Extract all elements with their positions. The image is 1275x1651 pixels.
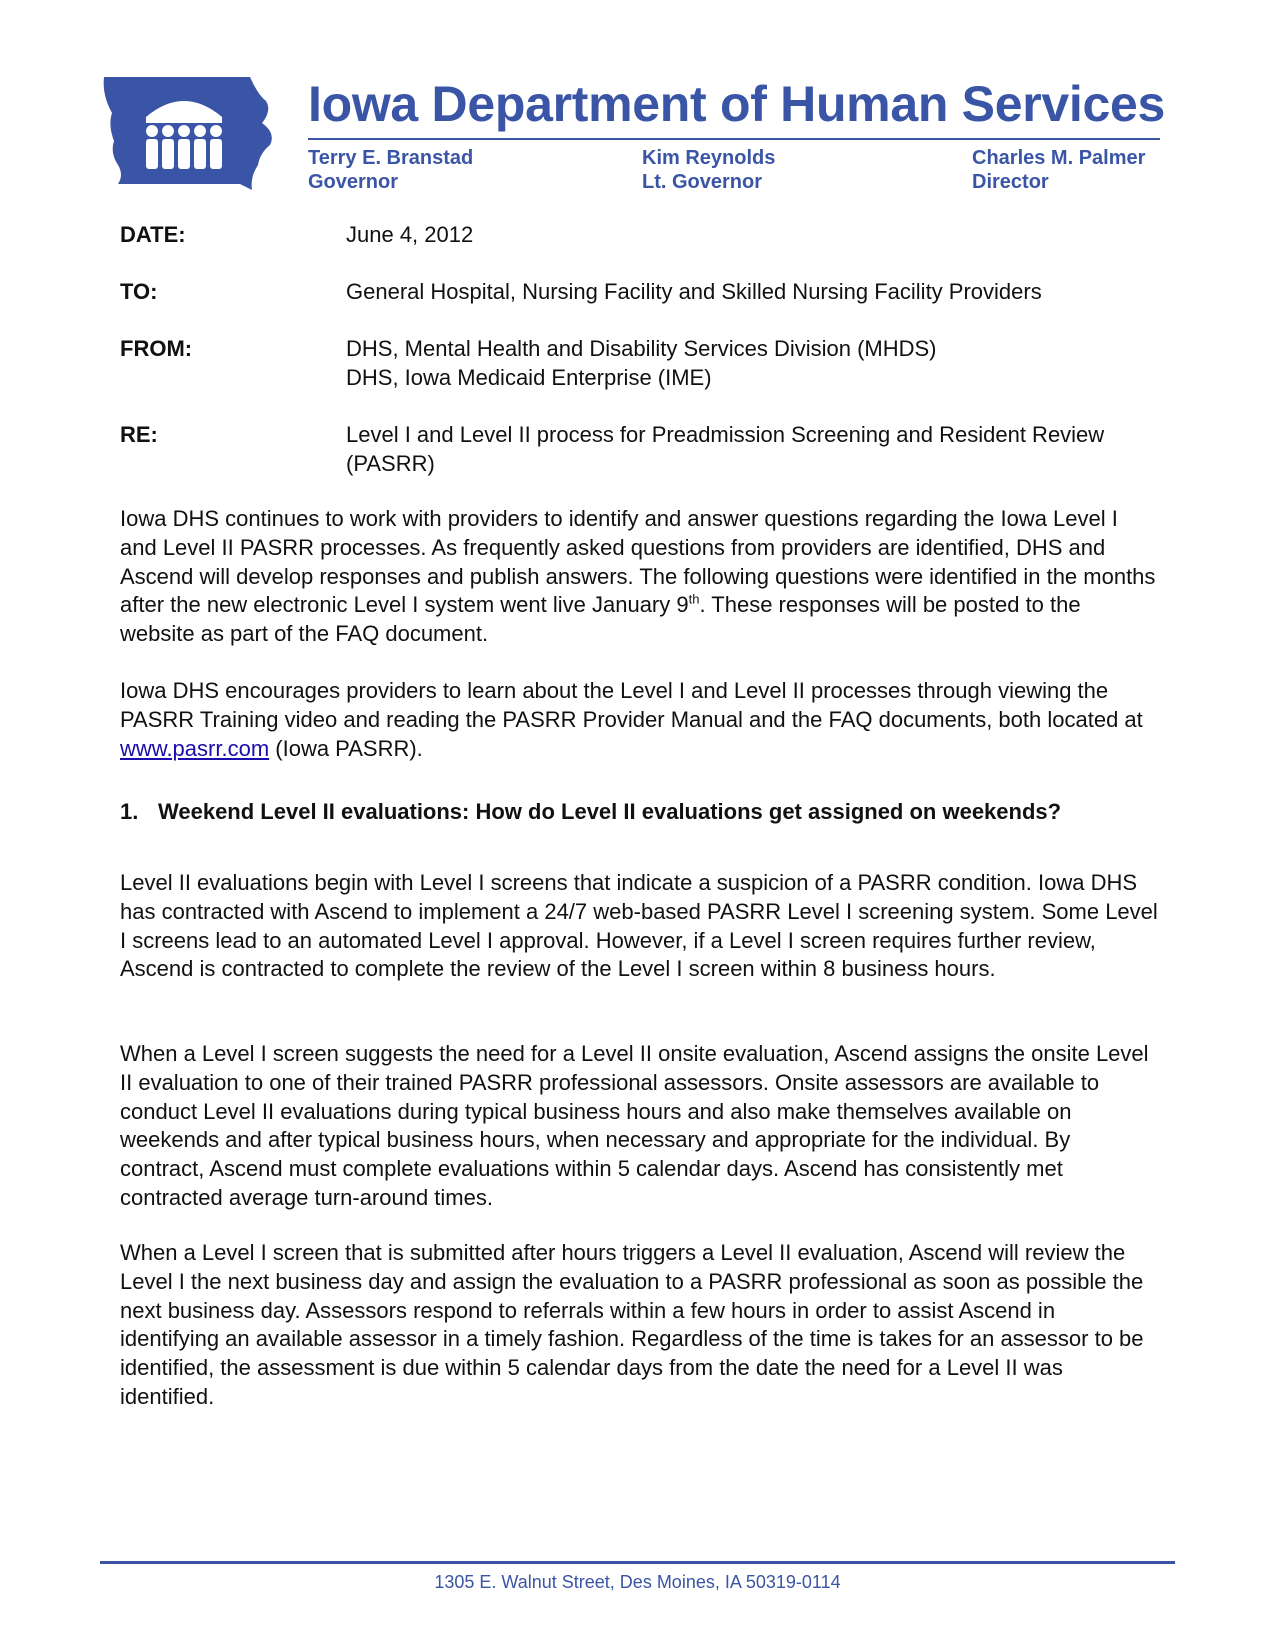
question-heading: Weekend Level II evaluations: How do Level II evaluations get assigned on weekends? (158, 799, 1062, 824)
intro-text: Iowa DHS continues to work with providers to identify and answer questions regarding the Iowa Level I and Level II PASRR processes. As frequently asked questions from providers are identified, DHS and Ascend will develop responses and publish answers. The following questions were identified in the months after the new electronic Level I system went live January 9 (120, 506, 1156, 618)
org-title: Iowa Department of Human Services (308, 76, 1166, 132)
memo-re-value: Level I and Level II process for Preadmission Screening and Resident Review (PASRR) (346, 422, 1105, 476)
officer-director (972, 146, 1145, 194)
ordinal-suffix: th (688, 592, 700, 608)
officer-lt-governor (642, 146, 775, 194)
intro-text: . These responses will be posted to the website as part of the FAQ document. (120, 592, 1081, 647)
officer-name: Kim Reynolds (642, 147, 776, 169)
officer-governor (308, 146, 473, 194)
question-number: 1. (120, 799, 139, 824)
answer-paragraph-2: When a Level I screen suggests the need for a Level II onsite evaluation, Ascend assigns the onsite Level II evaluation to one of their trained PASRR professional assessors. Onsite assessors are available to conduct Level II evaluations during typical business hours and also make themselves available on weekends and after typical business hours, when necessary and appropriate for the individual. By contract, Ascend must complete evaluations within 5 calendar days. Ascend has consistently met contracted average turn-around times. (120, 1041, 1149, 1210)
memo-from-value (346, 334, 1146, 392)
memo-from-line: DHS, Mental Health and Disability Services Division (MHDS) (346, 336, 937, 361)
title-divider (308, 138, 1160, 140)
memo-date-value: June 4, 2012 (346, 222, 474, 247)
memo-re-label: RE: (120, 422, 158, 447)
officer-name: Charles M. Palmer (972, 147, 1146, 169)
officer-title: Lt. Governor (642, 171, 763, 193)
officer-title: Director (972, 171, 1049, 193)
memo-from-label: FROM: (120, 336, 193, 361)
iowa-state-people-logo-icon (100, 73, 280, 193)
footer-divider (100, 1561, 1175, 1564)
memo-to-value: General Hospital, Nursing Facility and Skilled Nursing Facility Providers (346, 279, 1042, 304)
memo-to-label: TO: (120, 279, 158, 304)
answer-paragraph-1: Level II evaluations begin with Level I screens that indicate a suspicion of a PASRR condition. Iowa DHS has contracted with Ascend to implement a 24/7 web-based PASRR Level I screening system. Some Level I screens lead to an automated Level I approval. However, if a Level I screen requires further review, Ascend is contracted to complete the review of the Level I screen within 8 business hours. (120, 870, 1158, 982)
answer-paragraph-3: When a Level I screen that is submitted after hours triggers a Level II evaluation, Ascend will review the Level I the next business day and assign the evaluation to a PASRR professional as soon as possible the next business day. Assessors respond to referrals within a few hours in order to assist Ascend in identifying an available assessor in a timely fashion. Regardless of the time is takes for an assessor to be identified, the assessment is due within 5 calendar days from the date the need for a Level II was identified. (120, 1240, 1144, 1409)
officer-name: Terry E. Branstad (308, 147, 474, 169)
footer-address: 1305 E. Walnut Street, Des Moines, IA 50319-0114 (434, 1572, 841, 1592)
intro-text: Iowa DHS encourages providers to learn about the Level I and Level II processes through viewing the PASRR Training video and reading the PASRR Provider Manual and the FAQ documents, both located at (120, 678, 1143, 732)
intro-text: (Iowa PASRR). (269, 735, 423, 761)
intro-paragraph-2 (120, 677, 1160, 763)
intro-paragraph-1 (120, 505, 1160, 649)
memo-date-label: DATE: (120, 222, 186, 247)
officer-title: Governor (308, 171, 399, 193)
memo-from-line: DHS, Iowa Medicaid Enterprise (IME) (346, 365, 712, 390)
pasrr-website-link[interactable]: www.pasrr.com (120, 735, 270, 761)
